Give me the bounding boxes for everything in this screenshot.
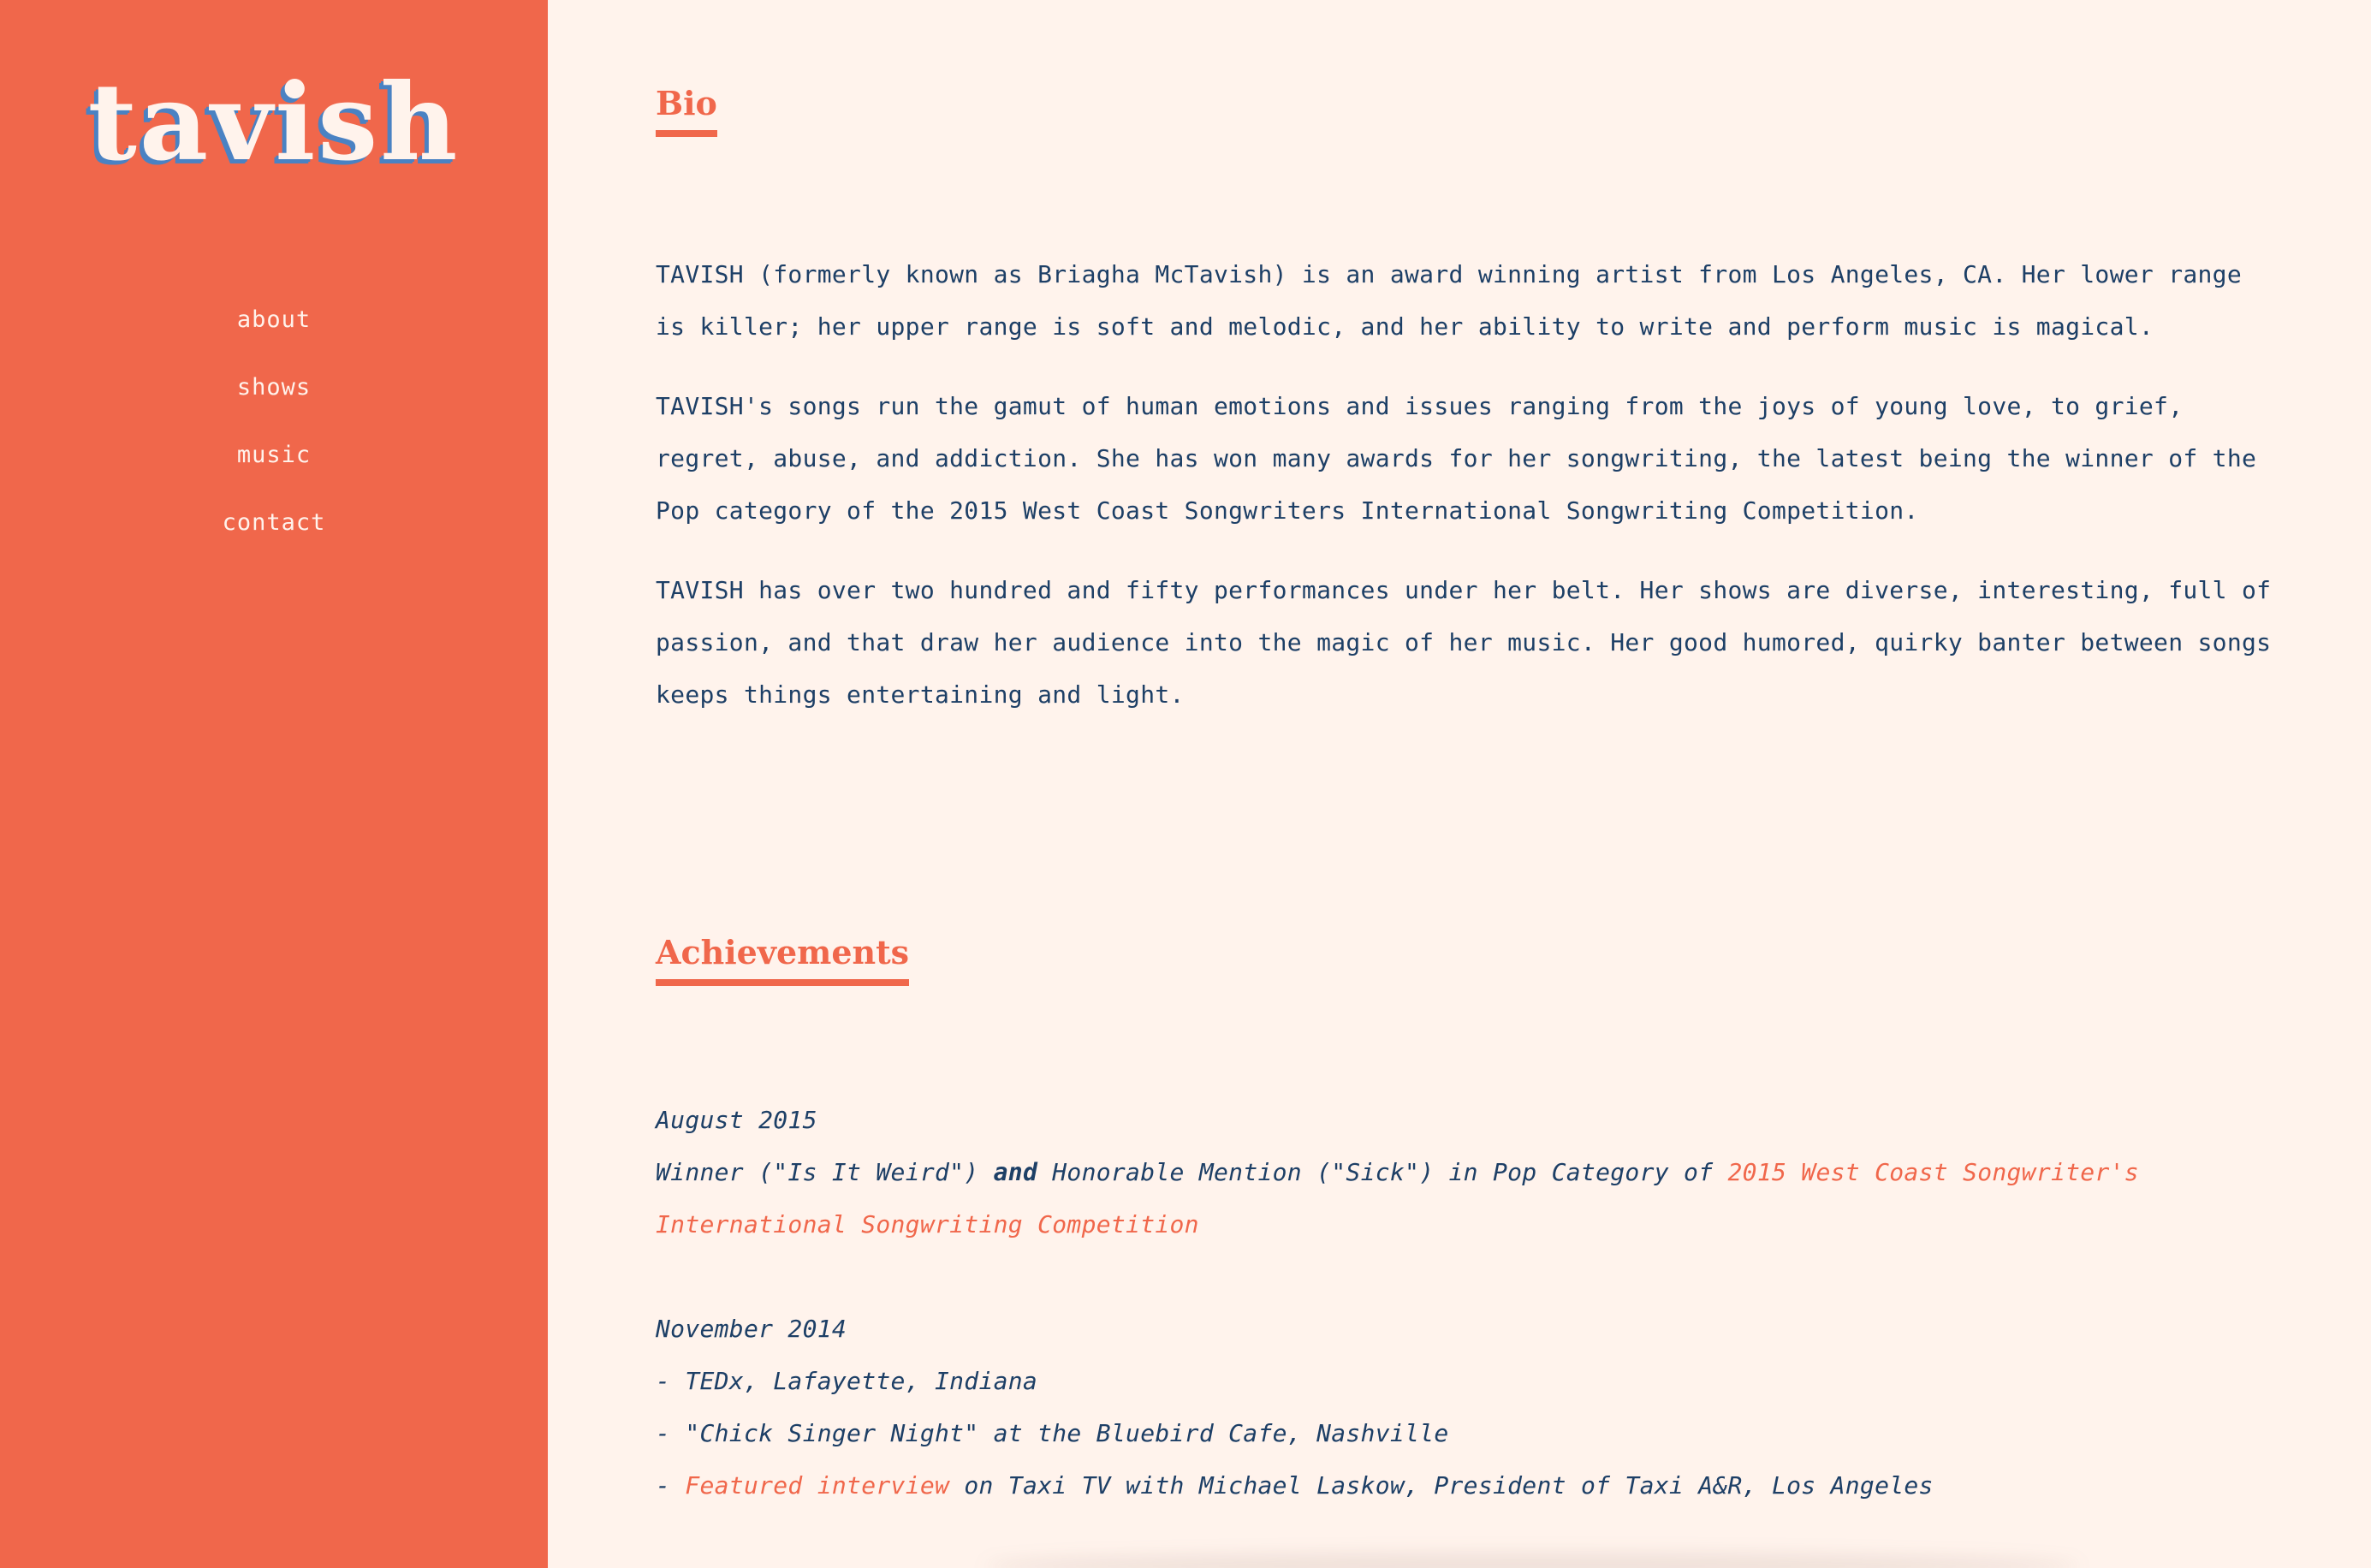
achievement-item: - TEDx, Lafayette, Indiana (656, 1367, 1038, 1395)
achievement-text-bold: and (993, 1158, 1038, 1186)
featured-interview-link[interactable]: Featured interview (685, 1471, 950, 1500)
achievement-item (656, 1459, 2273, 1512)
bio-section (656, 248, 2273, 748)
nav-link-shows[interactable]: shows (236, 374, 312, 401)
bio-paragraph: TAVISH (formerly known as Briagha McTavish) is an award winning artist from Los Angeles, CA. Her lower range is killer; her upper range is soft and melodic, and her ability to write and perform music is magical. (656, 260, 2243, 341)
achievement-description (656, 1146, 2273, 1250)
bio-paragraph: TAVISH has over two hundred and fifty performances under her belt. Her shows are diverse, interesting, full of passion, and that draw her audience into the magic of her music. Her good humored, quirky banter between songs keeps things entertaining and light. (656, 576, 2272, 709)
nav-item-contact (0, 509, 548, 577)
achievement-date: August 2015 (656, 1106, 817, 1134)
achievement-text: Honorable Mention ("Sick") in Pop Category of (1037, 1158, 1728, 1186)
nav-item-about (0, 306, 548, 374)
nav-link-contact[interactable]: contact (222, 509, 326, 536)
achievement-entry-aug-2015 (656, 1094, 2273, 1250)
achievements-section (656, 1094, 2273, 1564)
achievement-entry-nov-2014 (656, 1303, 2273, 1512)
achievement-text: Winner ("Is It Weird") (656, 1158, 994, 1186)
sidebar (0, 0, 548, 1568)
achievements-heading: Achievements (656, 936, 909, 986)
bio-paragraph: TAVISH's songs run the gamut of human emotions and issues ranging from the joys of young love, to grief, regret, abuse, and addiction. She has won many awards for her songwriting, the latest being the winner of the Pop category of the 2015 West Coast Songwriters International Songwriting Competition. (656, 392, 2257, 525)
achievement-text: - (656, 1471, 686, 1500)
nav-link-music[interactable]: music (236, 442, 312, 468)
achievement-date: November 2014 (656, 1315, 847, 1343)
bio-heading: Bio (656, 87, 717, 137)
nav-item-shows (0, 374, 548, 442)
nav-link-about[interactable]: about (236, 306, 312, 333)
achievement-item: - "Chick Singer Night" at the Bluebird Cafe, Nashville (656, 1419, 1449, 1447)
competition-link[interactable]: 2015 West Coast Songwriter's International Songwriting Competition (656, 1158, 2139, 1238)
main-nav (0, 306, 548, 577)
nav-item-music (0, 442, 548, 509)
site-logo[interactable]: tavish (87, 61, 461, 185)
achievement-text: on Taxi TV with Michael Laskow, President of Taxi A&R, Los Angeles (949, 1471, 1934, 1500)
